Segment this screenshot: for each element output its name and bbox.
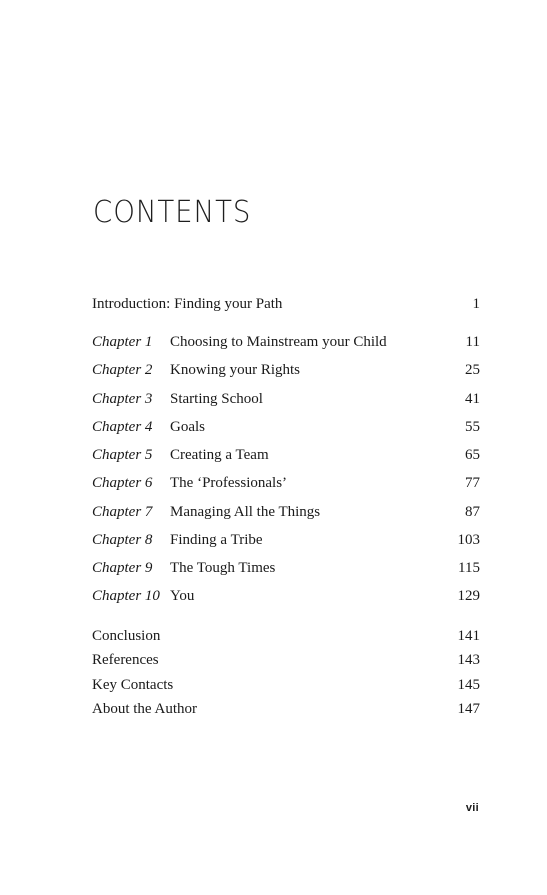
- entry-page-number: 129: [457, 588, 480, 604]
- chapter-number: Chapter 7: [92, 504, 153, 520]
- toc-entry-chapter-5: [92, 444, 480, 466]
- entry-label: Conclusion: [92, 628, 161, 644]
- chapter-number: Chapter 2: [92, 362, 153, 378]
- toc-entry-chapter-3: [92, 388, 480, 410]
- entry-page-number: 77: [465, 475, 480, 491]
- entry-page-number: 87: [465, 504, 480, 520]
- chapter-title: Creating a Team: [170, 447, 269, 463]
- toc-entry-conclusion: [92, 625, 480, 647]
- entry-page-number: 115: [458, 560, 480, 576]
- toc-entry-chapter-8: [92, 529, 480, 551]
- toc-entry-chapter-10: [92, 585, 480, 607]
- entry-page-number: 145: [457, 677, 480, 693]
- chapter-number: Chapter 8: [92, 532, 153, 548]
- entry-label: Key Contacts: [92, 677, 174, 693]
- chapter-number: Chapter 10: [92, 588, 160, 604]
- entry-page-number: 55: [465, 419, 480, 435]
- toc-entry-about-the-author: [92, 698, 480, 720]
- toc-entry-chapter-4: [92, 416, 480, 438]
- entry-page-number: 147: [457, 701, 480, 717]
- toc-entry-introduction: [92, 293, 480, 315]
- chapter-title: Choosing to Mainstream your Child: [170, 334, 387, 350]
- entry-page-number: 143: [457, 652, 480, 668]
- chapter-number: Chapter 6: [92, 475, 153, 491]
- chapter-title: The ‘Professionals’: [170, 475, 288, 491]
- chapter-title: Starting School: [170, 391, 263, 407]
- entry-page-number: 1: [472, 296, 480, 312]
- chapter-title: Knowing your Rights: [170, 362, 301, 378]
- entry-page-number: 141: [457, 628, 480, 644]
- chapter-title: Managing All the Things: [170, 504, 321, 520]
- chapter-number: Chapter 3: [92, 391, 153, 407]
- chapter-number: Chapter 4: [92, 419, 153, 435]
- entry-page-number: 11: [465, 334, 480, 350]
- entry-label: Introduction: Finding your Path: [92, 296, 283, 312]
- chapter-number: Chapter 1: [92, 334, 153, 350]
- entry-page-number: 103: [457, 532, 480, 548]
- toc-entry-chapter-6: [92, 472, 480, 494]
- page-title: CONTENTS: [93, 195, 252, 230]
- toc-entry-references: [92, 649, 480, 671]
- entry-page-number: 41: [465, 391, 480, 407]
- chapter-title: Goals: [170, 419, 205, 435]
- page-number: vii: [465, 802, 479, 814]
- chapter-title: Finding a Tribe: [170, 532, 263, 548]
- toc-entry-chapter-2: [92, 359, 480, 381]
- toc-entry-key-contacts: [92, 674, 480, 696]
- entry-page-number: 25: [465, 362, 480, 378]
- chapter-title: The Tough Times: [170, 560, 276, 576]
- entry-page-number: 65: [465, 447, 480, 463]
- entry-label: About the Author: [92, 701, 197, 717]
- chapter-title: You: [170, 588, 195, 604]
- chapter-number: Chapter 9: [92, 560, 153, 576]
- toc-entry-chapter-7: [92, 501, 480, 523]
- toc-entry-chapter-1: [92, 331, 480, 353]
- chapter-number: Chapter 5: [92, 447, 153, 463]
- entry-label: References: [92, 652, 159, 668]
- toc-entry-chapter-9: [92, 557, 480, 579]
